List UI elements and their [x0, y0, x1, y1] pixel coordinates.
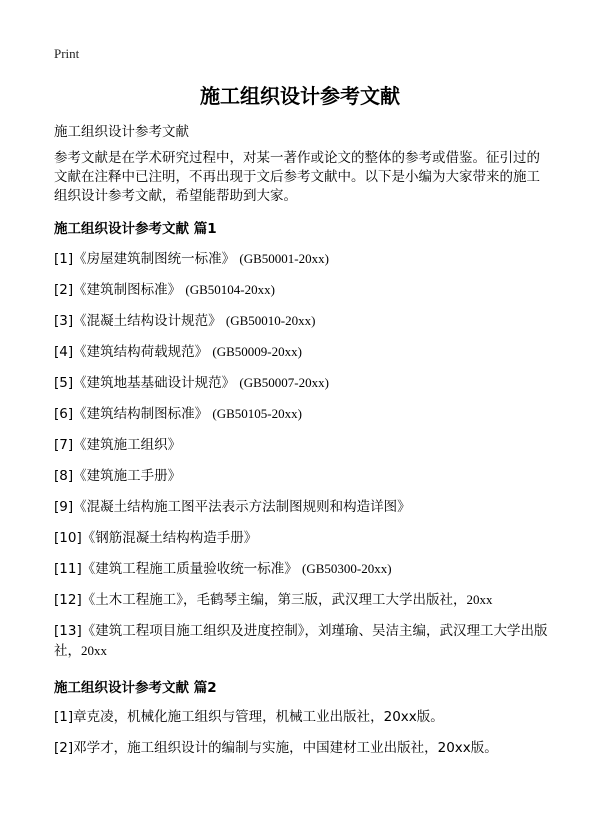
reference-item — [54, 249, 554, 280]
reference-item — [54, 590, 554, 621]
standard-code: (GB50104-20xx) — [185, 282, 275, 297]
document-subtitle: 施工组织设计参考文献 — [54, 124, 189, 140]
section-heading-1: 施工组织设计参考文献 篇1 — [54, 221, 217, 237]
standard-code: (GB50009-20xx) — [212, 344, 302, 359]
year-code: 20xx — [81, 643, 107, 658]
reference-text: [5]《建筑地基基础设计规范》 — [54, 375, 236, 391]
reference-text: [2]《建筑制图标准》 — [54, 282, 182, 298]
reference-text: [12]《土木工程施工》，毛鹤琴主编，第三版，武汉理工大学出版社， — [54, 592, 467, 608]
reference-list-1 — [54, 249, 554, 663]
standard-code: (GB50010-20xx) — [225, 313, 316, 328]
reference-text: [10]《钢筋混凝土结构构造手册》 — [54, 530, 258, 546]
reference-text: [4]《建筑结构荷载规范》 — [54, 344, 209, 360]
reference-item — [54, 435, 554, 466]
reference-item — [54, 707, 554, 738]
reference-item — [54, 738, 554, 769]
reference-text: [7]《建筑施工组织》 — [54, 437, 182, 453]
reference-item — [54, 342, 554, 373]
section-heading-2: 施工组织设计参考文献 篇2 — [54, 680, 217, 696]
print-label[interactable]: Print — [54, 46, 80, 61]
page-title: 施工组织设计参考文献 — [200, 84, 400, 108]
reference-text: [9]《混凝土结构施工图平法表示方法制图规则和构造详图》 — [54, 499, 411, 515]
reference-text: [1]章克凌，机械化施工组织与管理，机械工业出版社，20xx版。 — [54, 709, 444, 725]
reference-text: [13]《建筑工程项目施工组织及进度控制》，刘瑾瑜、吴洁主编，武汉理工大学出版社， — [54, 623, 548, 659]
intro-paragraph: 参考文献是在学术研究过程中，对某一著作或论文的整体的参考或借鉴。征引过的文献在注释中已注明，不再出现于文后参考文献中。以下是小编为大家带来的施工组织设计参考文献，希望能帮助到大家。 — [54, 150, 540, 204]
reference-text: [6]《建筑结构制图标准》 — [54, 406, 209, 422]
standard-code: (GB50105-20xx) — [212, 406, 302, 421]
reference-item — [54, 621, 554, 663]
standard-code: (GB50007-20xx) — [239, 375, 329, 390]
reference-text: [11]《建筑工程施工质量验收统一标准》 — [54, 561, 298, 577]
reference-item — [54, 497, 554, 528]
reference-item — [54, 559, 554, 590]
reference-text: [1]《房屋建筑制图统一标准》 — [54, 251, 236, 267]
standard-code: (GB50001-20xx) — [239, 251, 329, 266]
year-code: 20xx — [466, 592, 493, 607]
reference-item — [54, 311, 554, 342]
reference-text: [2]邓学才，施工组织设计的编制与实施，中国建材工业出版社，20xx版。 — [54, 740, 498, 756]
reference-text: [8]《建筑施工手册》 — [54, 468, 182, 484]
reference-item — [54, 466, 554, 497]
reference-text: [3]《混凝土结构设计规范》 — [54, 313, 222, 329]
reference-item — [54, 373, 554, 404]
reference-list-2 — [54, 707, 554, 769]
standard-code: (GB50300-20xx) — [302, 561, 392, 576]
reference-item — [54, 404, 554, 435]
reference-item — [54, 528, 554, 559]
reference-item — [54, 280, 554, 311]
